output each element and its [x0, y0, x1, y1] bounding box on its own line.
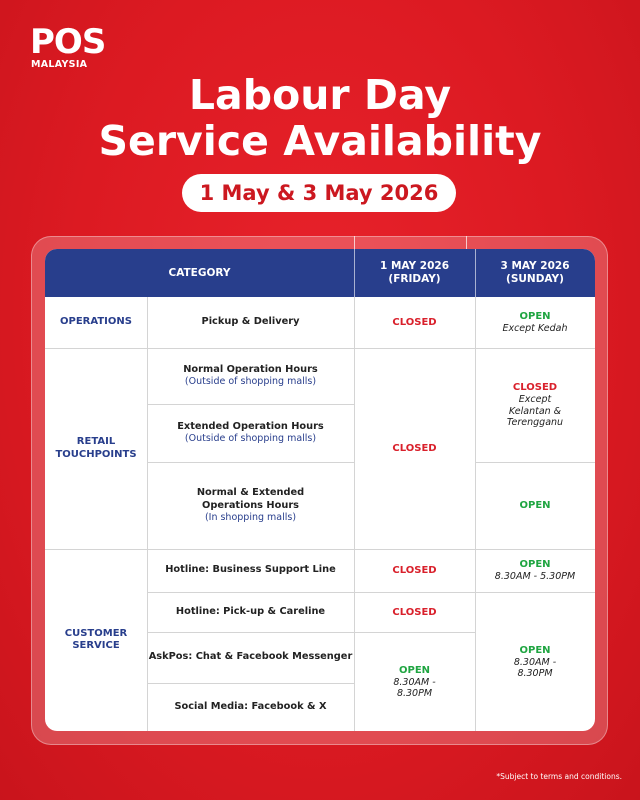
status-closed: CLOSED — [392, 565, 437, 576]
status-retail-day2-outside — [475, 348, 595, 462]
service-sublabel: (In shopping malls) — [204, 512, 297, 523]
service-label: Hotline: Pick-up & Careline — [175, 605, 326, 617]
category-operations — [45, 297, 147, 348]
status-retail-day2-malls — [475, 462, 595, 549]
service-normal-hours — [147, 348, 354, 404]
status-closed: CLOSED — [512, 382, 558, 394]
service-label: Extended Operation Hours — [177, 420, 324, 432]
service-askpos — [147, 632, 354, 683]
status-open: OPEN — [398, 664, 431, 676]
service-sublabel: (Outside of shopping malls) — [184, 376, 317, 388]
status-closed: CLOSED — [392, 443, 437, 454]
terms-footnote: *Subject to terms and conditions. — [496, 772, 622, 781]
service-social-media — [147, 683, 354, 731]
page-title-line2: Service Availability — [98, 117, 542, 165]
service-label: Normal Operation Hours — [183, 363, 318, 375]
status-note: Except Kelantan & Terengganu — [506, 394, 564, 429]
service-pickup-delivery — [147, 297, 354, 348]
frame-divider-tick — [354, 236, 355, 249]
table-header — [45, 249, 595, 297]
header-divider — [354, 249, 355, 297]
status-note: 8.30AM - 5.30PM — [494, 571, 576, 583]
status-ops-day2 — [475, 297, 595, 348]
logo-subtext: MALAYSIA — [31, 59, 88, 70]
header-day2: 3 MAY 2026 (SUNDAY) — [500, 260, 570, 285]
status-hotline-business-day1 — [354, 549, 475, 592]
service-availability-table — [45, 249, 595, 731]
service-label: AskPos: Chat & Facebook Messenger — [148, 651, 353, 663]
header-divider — [475, 249, 476, 297]
logo-text: POS — [30, 22, 106, 62]
status-open: OPEN — [519, 559, 551, 571]
status-online-day1 — [354, 632, 475, 731]
status-closed: CLOSED — [392, 606, 437, 618]
status-hotline-pickup-day1 — [354, 592, 475, 632]
status-open: OPEN — [519, 644, 551, 656]
status-note: 8.30AM - 8.30PM — [513, 656, 557, 679]
status-cs-day2 — [475, 592, 595, 731]
category-label: CUSTOMER SERVICE — [64, 627, 128, 651]
status-retail-day1 — [354, 348, 475, 549]
service-hotline-pickup — [147, 592, 354, 632]
category-label: RETAIL TOUCHPOINTS — [55, 436, 137, 460]
category-customer-service — [45, 549, 147, 731]
service-extended-hours — [147, 404, 354, 462]
status-note: Except Kedah — [502, 323, 568, 335]
service-sublabel: (Outside of shopping malls) — [184, 433, 317, 445]
service-mall-hours — [147, 462, 354, 549]
header-category: CATEGORY — [168, 266, 231, 279]
status-closed: CLOSED — [392, 317, 437, 328]
category-retail — [45, 348, 147, 549]
service-label: Pickup & Delivery — [201, 316, 300, 328]
status-open: OPEN — [519, 311, 551, 323]
category-label: OPERATIONS — [60, 316, 132, 328]
service-label: Hotline: Business Support Line — [165, 564, 336, 576]
service-hotline-business — [147, 549, 354, 592]
header-day1: 1 MAY 2026 (FRIDAY) — [379, 260, 449, 285]
page-title-line1: Labour Day — [188, 71, 452, 119]
status-note: 8.30AM - 8.30PM — [393, 676, 436, 699]
status-open: OPEN — [519, 500, 551, 511]
service-label: Social Media: Facebook & X — [174, 700, 327, 712]
frame-divider-tick — [466, 236, 467, 249]
date-range-badge: 1 May & 3 May 2026 — [182, 174, 456, 212]
service-label: Normal & Extended Operations Hours — [196, 487, 305, 511]
pos-malaysia-logo — [30, 22, 106, 70]
status-ops-day1 — [354, 297, 475, 348]
status-hotline-business-day2 — [475, 549, 595, 592]
